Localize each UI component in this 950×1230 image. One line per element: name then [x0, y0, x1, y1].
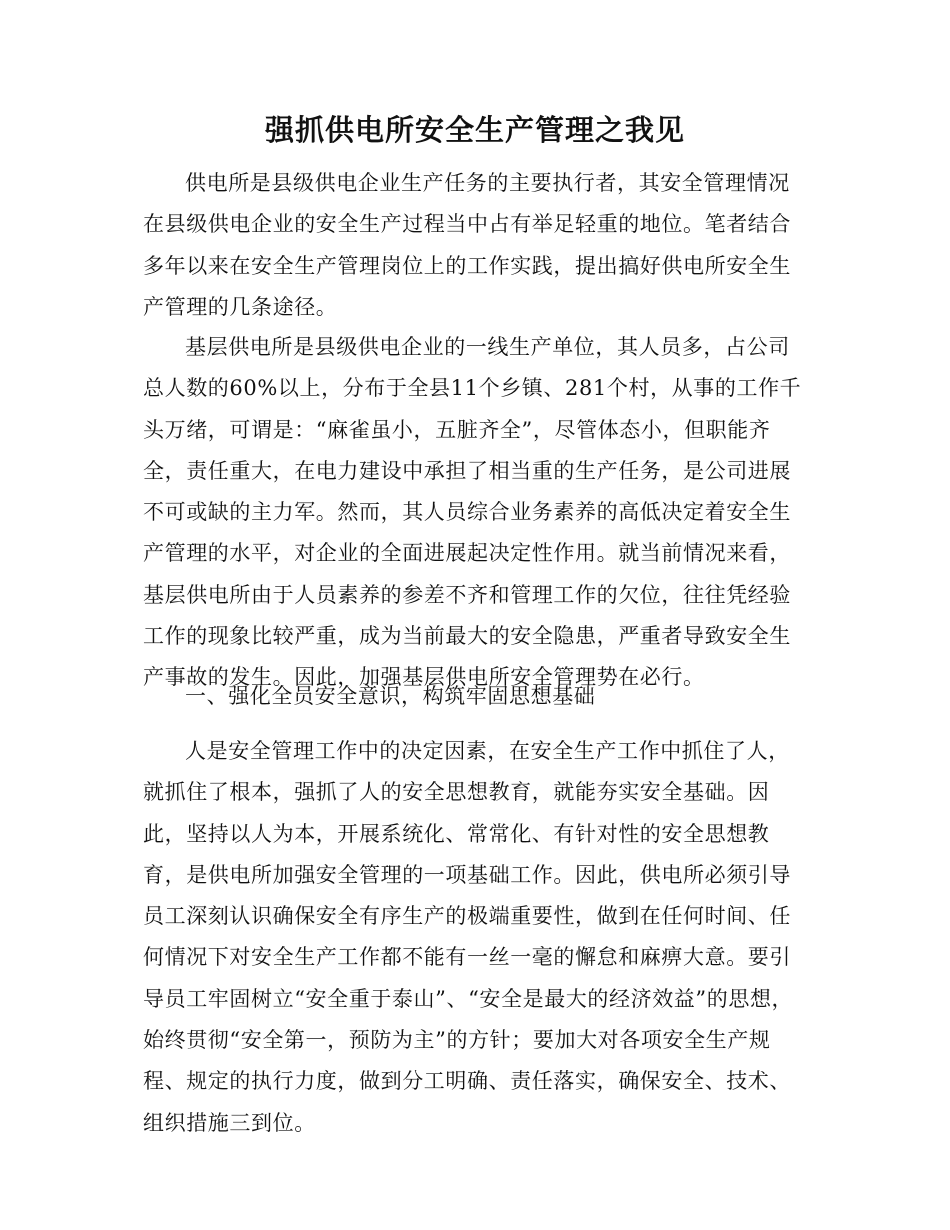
- paragraph-background: [143, 327, 808, 699]
- paragraph-text: 供电所是县级供电企业生产任务的主要执行者，其安全管理情况在县级供电企业的安全生产过程当中占有举足轻重的地位。笔者结合多年以来在安全生产管理岗位上的工作实践，提出搞好供电所安全生产管理的几条途径。: [143, 171, 791, 319]
- section-heading: [143, 676, 808, 717]
- paragraph-section-one: [143, 731, 808, 1144]
- paragraph-text: 基层供电所是县级供电企业的一线生产单位，其人员多，占公司总人数的60%以上，分布于全县11个乡镇、281个村，从事的工作千头万绪，可谓是：“麻雀虽小，五脏齐全”，尽管体态小，但职能齐全，责任重大，在电力建设中承担了相当重的生产任务，是公司进展不可或缺的主力军。然而，其人员综合业务素养的高低决定着安全生产管理的水平，对企业的全面进展起决定性作用。就当前情况来看，基层供电所由于人员素养的参差不齐和管理工作的欠位，往往凭经验工作的现象比较严重，成为当前最大的安全隐患，严重者导致安全生产事故的发生。因此，加强基层供电所安全管理势在必行。: [143, 335, 802, 690]
- section-heading-text: 一、强化全员安全意识，构筑牢固思想基础: [185, 684, 596, 708]
- document-title: 强抓供电所安全生产管理之我见: [264, 113, 685, 147]
- paragraph-text: 人是安全管理工作中的决定因素，在安全生产工作中抓住了人，就抓住了根本，强抓了人的安全思想教育，就能夯实安全基础。因此，坚持以人为本，开展系统化、常常化、有针对性的安全思想教育，是供电所加强安全管理的一项基础工作。因此，供电所必须引导员工深刻认识确保安全有序生产的极端重要性，做到在任何时间、任何情况下对安全生产工作都不能有一丝一毫的懈怠和麻痹大意。要引导员工牢固树立“安全重于泰山”、“安全是最大的经济效益”的思想，始终贯彻“安全第一，预防为主”的方针；要加大对各项安全生产规程、规定的执行力度，做到分工明确、责任落实，确保安全、技术、组织措施三到位。: [143, 739, 794, 1135]
- paragraph-intro: [143, 163, 808, 328]
